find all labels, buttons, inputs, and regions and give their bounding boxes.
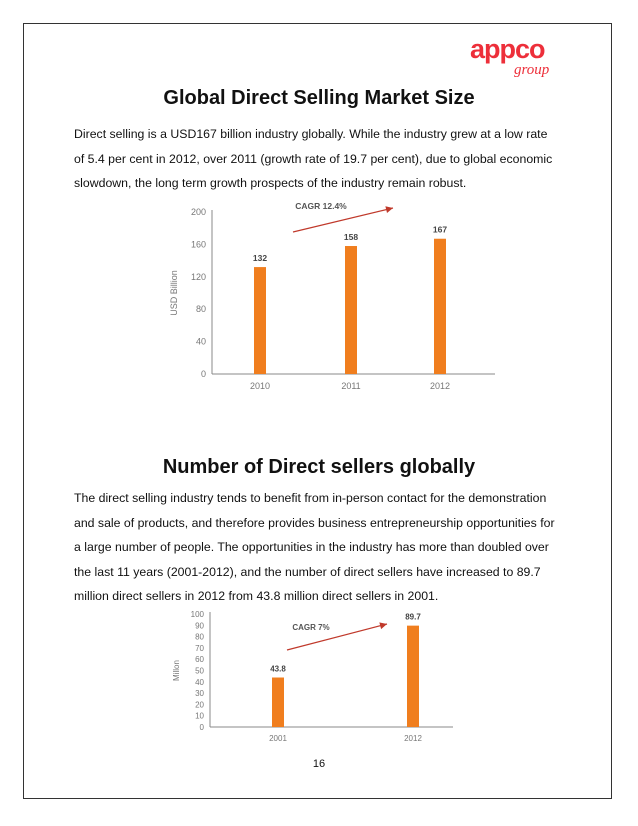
paragraph-market-size: [74, 122, 564, 196]
bar-2012: [434, 239, 446, 374]
y-tick-label: 80: [195, 632, 204, 642]
data-label: 158: [343, 232, 359, 243]
logo-subtitle: group: [514, 62, 550, 78]
y-tick-label: 200: [190, 207, 206, 217]
y-axis-title: Millon: [172, 660, 181, 681]
bar-2012: [407, 626, 419, 727]
y-tick-label: 10: [195, 711, 204, 721]
bar-2010: [254, 267, 266, 374]
cagr-arrow-line: [293, 208, 393, 232]
logo-wordmark: appco: [470, 34, 545, 64]
y-tick-label: 120: [190, 271, 206, 282]
paragraph-line: Direct selling is a USD167 billion industry globally. While the industry grew at a low rate: [74, 127, 548, 141]
section-heading-market-size: Global Direct Selling Market Size: [163, 87, 475, 109]
cagr-label: CAGR 7%: [292, 623, 330, 632]
cagr-arrowhead: [379, 622, 387, 629]
data-label: 43.8: [270, 664, 286, 674]
y-axis-title: USD Billion: [169, 270, 179, 316]
appco-group-logo: [470, 34, 566, 86]
section-heading-direct-sellers: Number of Direct sellers globally: [162, 456, 476, 478]
data-label: 167: [432, 224, 448, 235]
paragraph-line: The direct selling industry tends to benefit from in-person contact for the demonstration: [74, 491, 547, 505]
y-tick-label: 0: [199, 723, 204, 732]
y-tick-label: 40: [195, 336, 206, 347]
y-tick-label: 30: [195, 689, 204, 699]
data-label: 89.7: [405, 612, 421, 622]
cagr-arrowhead: [385, 206, 393, 213]
y-tick-label: 0: [200, 369, 206, 379]
direct-sellers-bar-chart: [165, 606, 455, 748]
page-number: 16: [312, 758, 326, 770]
x-tick-label: 2011: [341, 381, 361, 391]
paragraph-line: and sale of products, and therefore provides business entrepreneurship opportunities for: [74, 515, 555, 530]
y-tick-label: 80: [195, 304, 206, 315]
y-tick-label: 100: [190, 610, 204, 619]
paragraph-line: the last 11 years (2001-2012), and the number of direct sellers have increased to 89.7: [74, 564, 541, 579]
y-tick-label: 90: [195, 621, 204, 631]
y-tick-label: 20: [195, 700, 204, 710]
y-tick-label: 70: [195, 643, 204, 653]
y-tick-label: 40: [195, 677, 204, 687]
y-tick-label: 160: [190, 239, 206, 250]
data-label: 132: [252, 253, 268, 264]
cagr-label: CAGR 12.4%: [295, 201, 347, 211]
x-tick-label: 2012: [404, 734, 422, 743]
paragraph-line: of 5.4 per cent in 2012, over 2011 (growth rate of 19.7 per cent), due to global economic: [74, 151, 553, 166]
x-tick-label: 2012: [429, 381, 451, 391]
x-tick-label: 2001: [269, 734, 287, 743]
y-tick-label: 50: [195, 666, 204, 676]
x-tick-label: 2010: [249, 381, 271, 391]
paragraph-line: million direct sellers in 2012 from 43.8 million direct sellers in 2001.: [74, 589, 439, 603]
paragraph-line: slowdown, the long term growth prospects of the industry remain robust.: [74, 176, 467, 190]
y-tick-label: 60: [195, 655, 204, 665]
paragraph-line: a large number of people. The opportunities in the industry has more than doubled over: [74, 540, 549, 554]
bar-2011: [345, 246, 357, 374]
market-size-bar-chart: [165, 196, 505, 402]
bar-2001: [272, 678, 284, 727]
paragraph-direct-sellers: [74, 486, 564, 609]
